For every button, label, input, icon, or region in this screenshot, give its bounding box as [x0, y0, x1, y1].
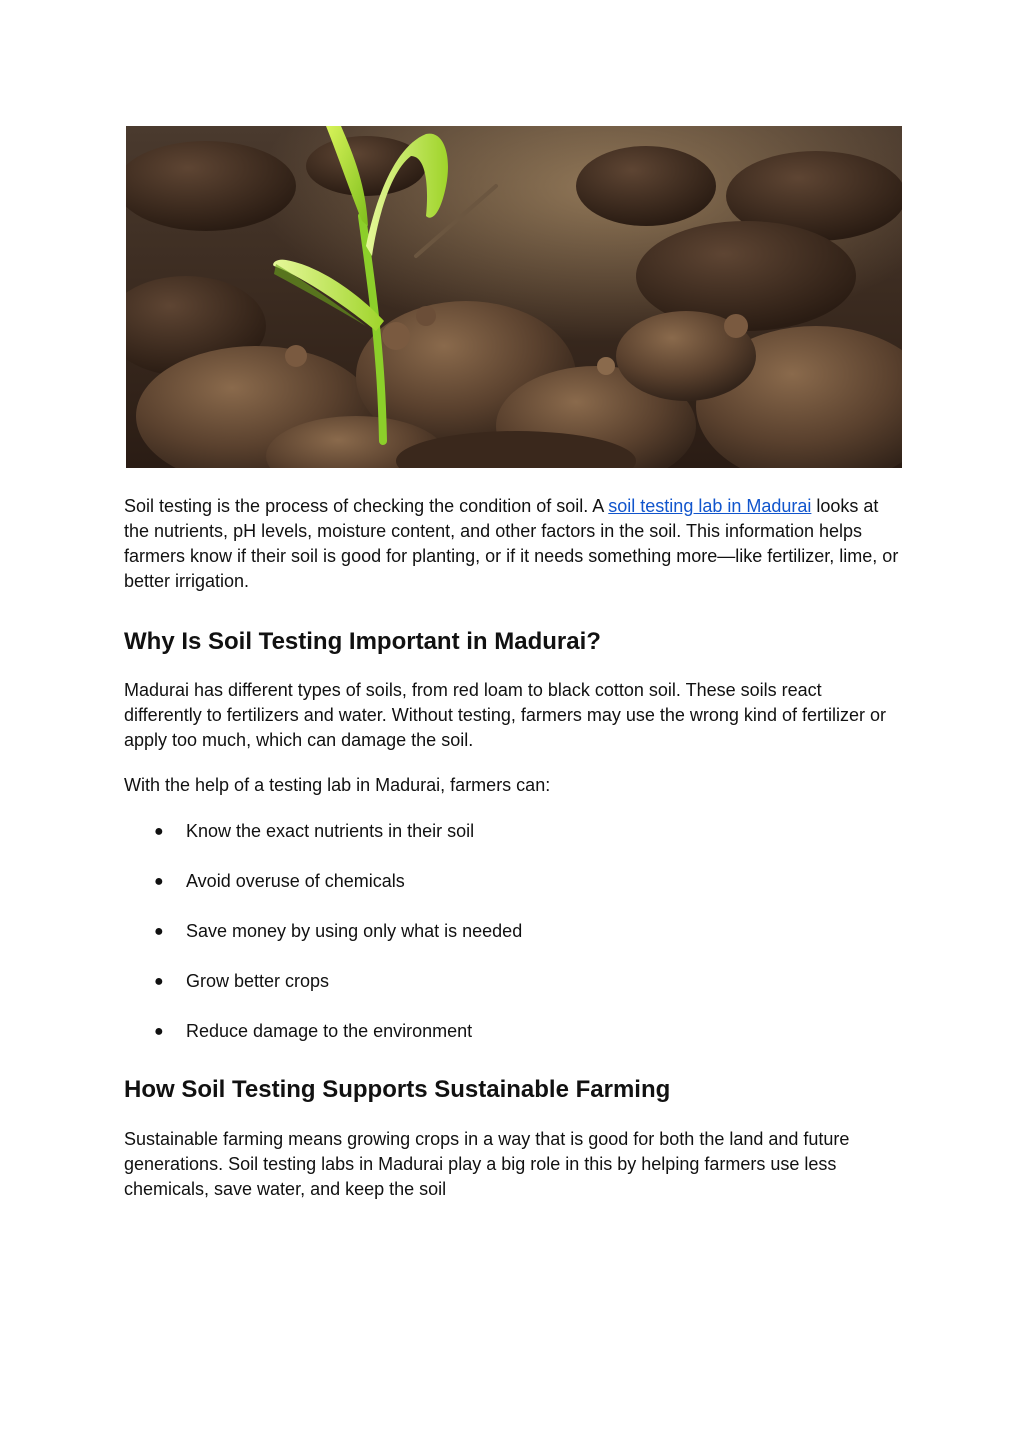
list-item	[124, 919, 904, 944]
list-item-text: Grow better crops	[186, 971, 330, 991]
sustainable-paragraph: Sustainable farming means growing crops in a way that is good for both the land and future generations. Soil testing labs in Madurai play a big role in this by helping farmers use less chemicals, save water, and keep the soil	[124, 1129, 850, 1199]
list-item	[124, 1019, 904, 1044]
intro-text-start: Soil testing is the process of checking the condition of soil. A	[124, 496, 609, 516]
list-item	[124, 969, 904, 994]
benefits-intro: With the help of a testing lab in Madurai, farmers can:	[124, 775, 551, 795]
bullet-icon: ●	[154, 923, 164, 940]
document-body	[124, 494, 904, 1202]
intro-paragraph	[124, 494, 904, 594]
soil-types-paragraph: Madurai has different types of soils, from red loam to black cotton soil. These soils react differently to fertilizers and water. Without testing, farmers may use the wrong kind of fertilizer or apply too much, which can damage the soil.	[124, 680, 886, 750]
section-heading-why: Why Is Soil Testing Important in Madurai?	[124, 628, 601, 655]
list-item-text: Reduce damage to the environment	[186, 1021, 473, 1041]
list-item	[124, 819, 904, 844]
seedling-in-soil-image	[126, 126, 902, 468]
soil-testing-lab-link[interactable]: soil testing lab in Madurai	[608, 496, 812, 516]
bullet-icon: ●	[154, 1023, 164, 1040]
list-item-text: Know the exact nutrients in their soil	[186, 821, 475, 841]
intro-text-end: looks at the nutrients, pH levels, moisture content, and other factors in the soil. This information helps farmers know if their soil is good for planting, or if it needs something more—like fertilizer, lime, or better irrigation.	[124, 496, 899, 591]
list-item	[124, 869, 904, 894]
bullet-icon: ●	[154, 823, 164, 840]
list-item-text: Avoid overuse of chemicals	[186, 871, 405, 891]
section-heading-sustainable: How Soil Testing Supports Sustainable Farming	[124, 1076, 671, 1103]
list-item-text: Save money by using only what is needed	[186, 921, 523, 941]
bullet-icon: ●	[154, 973, 164, 990]
benefits-list	[124, 819, 904, 1044]
bullet-icon: ●	[154, 873, 164, 890]
